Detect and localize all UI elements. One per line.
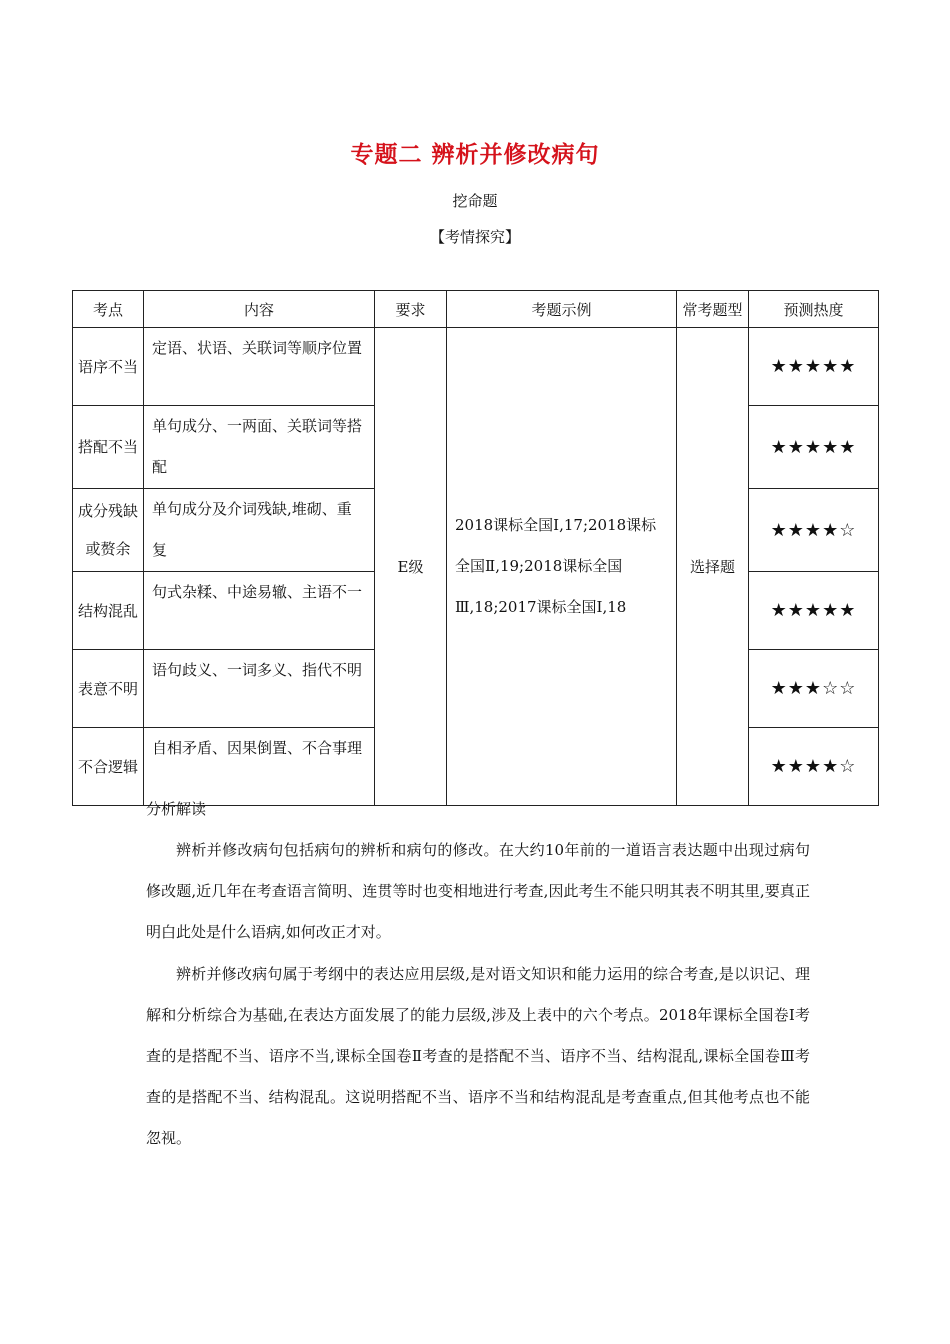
header-cell: 内容 [144, 291, 375, 328]
example-cell: 2018课标全国Ⅰ,17;2018课标全国Ⅱ,19;2018课标全国Ⅲ,18;2017课标全国Ⅰ,18 [447, 328, 677, 806]
content-cell: 单句成分、一两面、关联词等搭配 [144, 406, 375, 489]
header-cell: 考题示例 [447, 291, 677, 328]
analysis-paragraph: 辨析并修改病句包括病句的辨析和病句的修改。在大约10年前的一道语言表达题中出现过病句修改题,近几年在考查语言简明、连贯等时也变相地进行考查,因此考生不能只明其表不明其里,要真正明白此处是什么语病,如何改正才对。 [146, 841, 810, 941]
heat-rating: ★★★★★ [749, 328, 879, 406]
analysis-paragraph: 辨析并修改病句属于考纲中的表达应用层级,是对语文知识和能力运用的综合考查,是以识记、理解和分析综合为基础,在表达方面发展了的能力层级,涉及上表中的六个考点。2018年课标全国卷Ⅰ考查的是搭配不当、语序不当,课标全国卷Ⅱ考查的是搭配不当、语序不当、结构混乱,课标全国卷Ⅲ考查的是搭配不当、结构混乱。这说明搭配不当、语序不当和结构混乱是考查重点,但其他考点也不能忽视。 [146, 965, 810, 1147]
exam-point-cell: 成分残缺或赘余 [73, 489, 144, 572]
requirement-cell: E级 [375, 328, 447, 806]
content-cell: 语句歧义、一词多义、指代不明 [144, 650, 375, 728]
subtitle: 挖命题 [452, 192, 498, 210]
table-header-row [73, 291, 879, 328]
analysis-heading: 分析解读 [146, 800, 207, 818]
heat-rating: ★★★★★ [749, 572, 879, 650]
heat-rating: ★★★★☆ [749, 728, 879, 806]
exam-point-cell: 不合逻辑 [73, 728, 144, 806]
content-cell: 定语、状语、关联词等顺序位置 [144, 328, 375, 406]
header-cell: 预测热度 [749, 291, 879, 328]
header-cell: 要求 [375, 291, 447, 328]
exam-point-cell: 搭配不当 [73, 406, 144, 489]
exam-point-cell: 语序不当 [73, 328, 144, 406]
exam-point-cell: 表意不明 [73, 650, 144, 728]
content-cell: 句式杂糅、中途易辙、主语不一 [144, 572, 375, 650]
content-cell: 单句成分及介词残缺,堆砌、重复 [144, 489, 375, 572]
heat-rating: ★★★☆☆ [749, 650, 879, 728]
heat-rating: ★★★★☆ [749, 489, 879, 572]
table-row [73, 328, 879, 406]
exam-point-cell: 结构混乱 [73, 572, 144, 650]
question-type-cell: 选择题 [677, 328, 749, 806]
heat-rating: ★★★★★ [749, 406, 879, 489]
page-title: 专题二 辨析并修改病句 [350, 142, 600, 168]
exam-analysis-table [72, 290, 879, 806]
section-heading: 【考情探究】 [429, 228, 520, 246]
header-cell: 常考题型 [677, 291, 749, 328]
header-cell: 考点 [73, 291, 144, 328]
content-cell: 自相矛盾、因果倒置、不合事理 [144, 728, 375, 806]
